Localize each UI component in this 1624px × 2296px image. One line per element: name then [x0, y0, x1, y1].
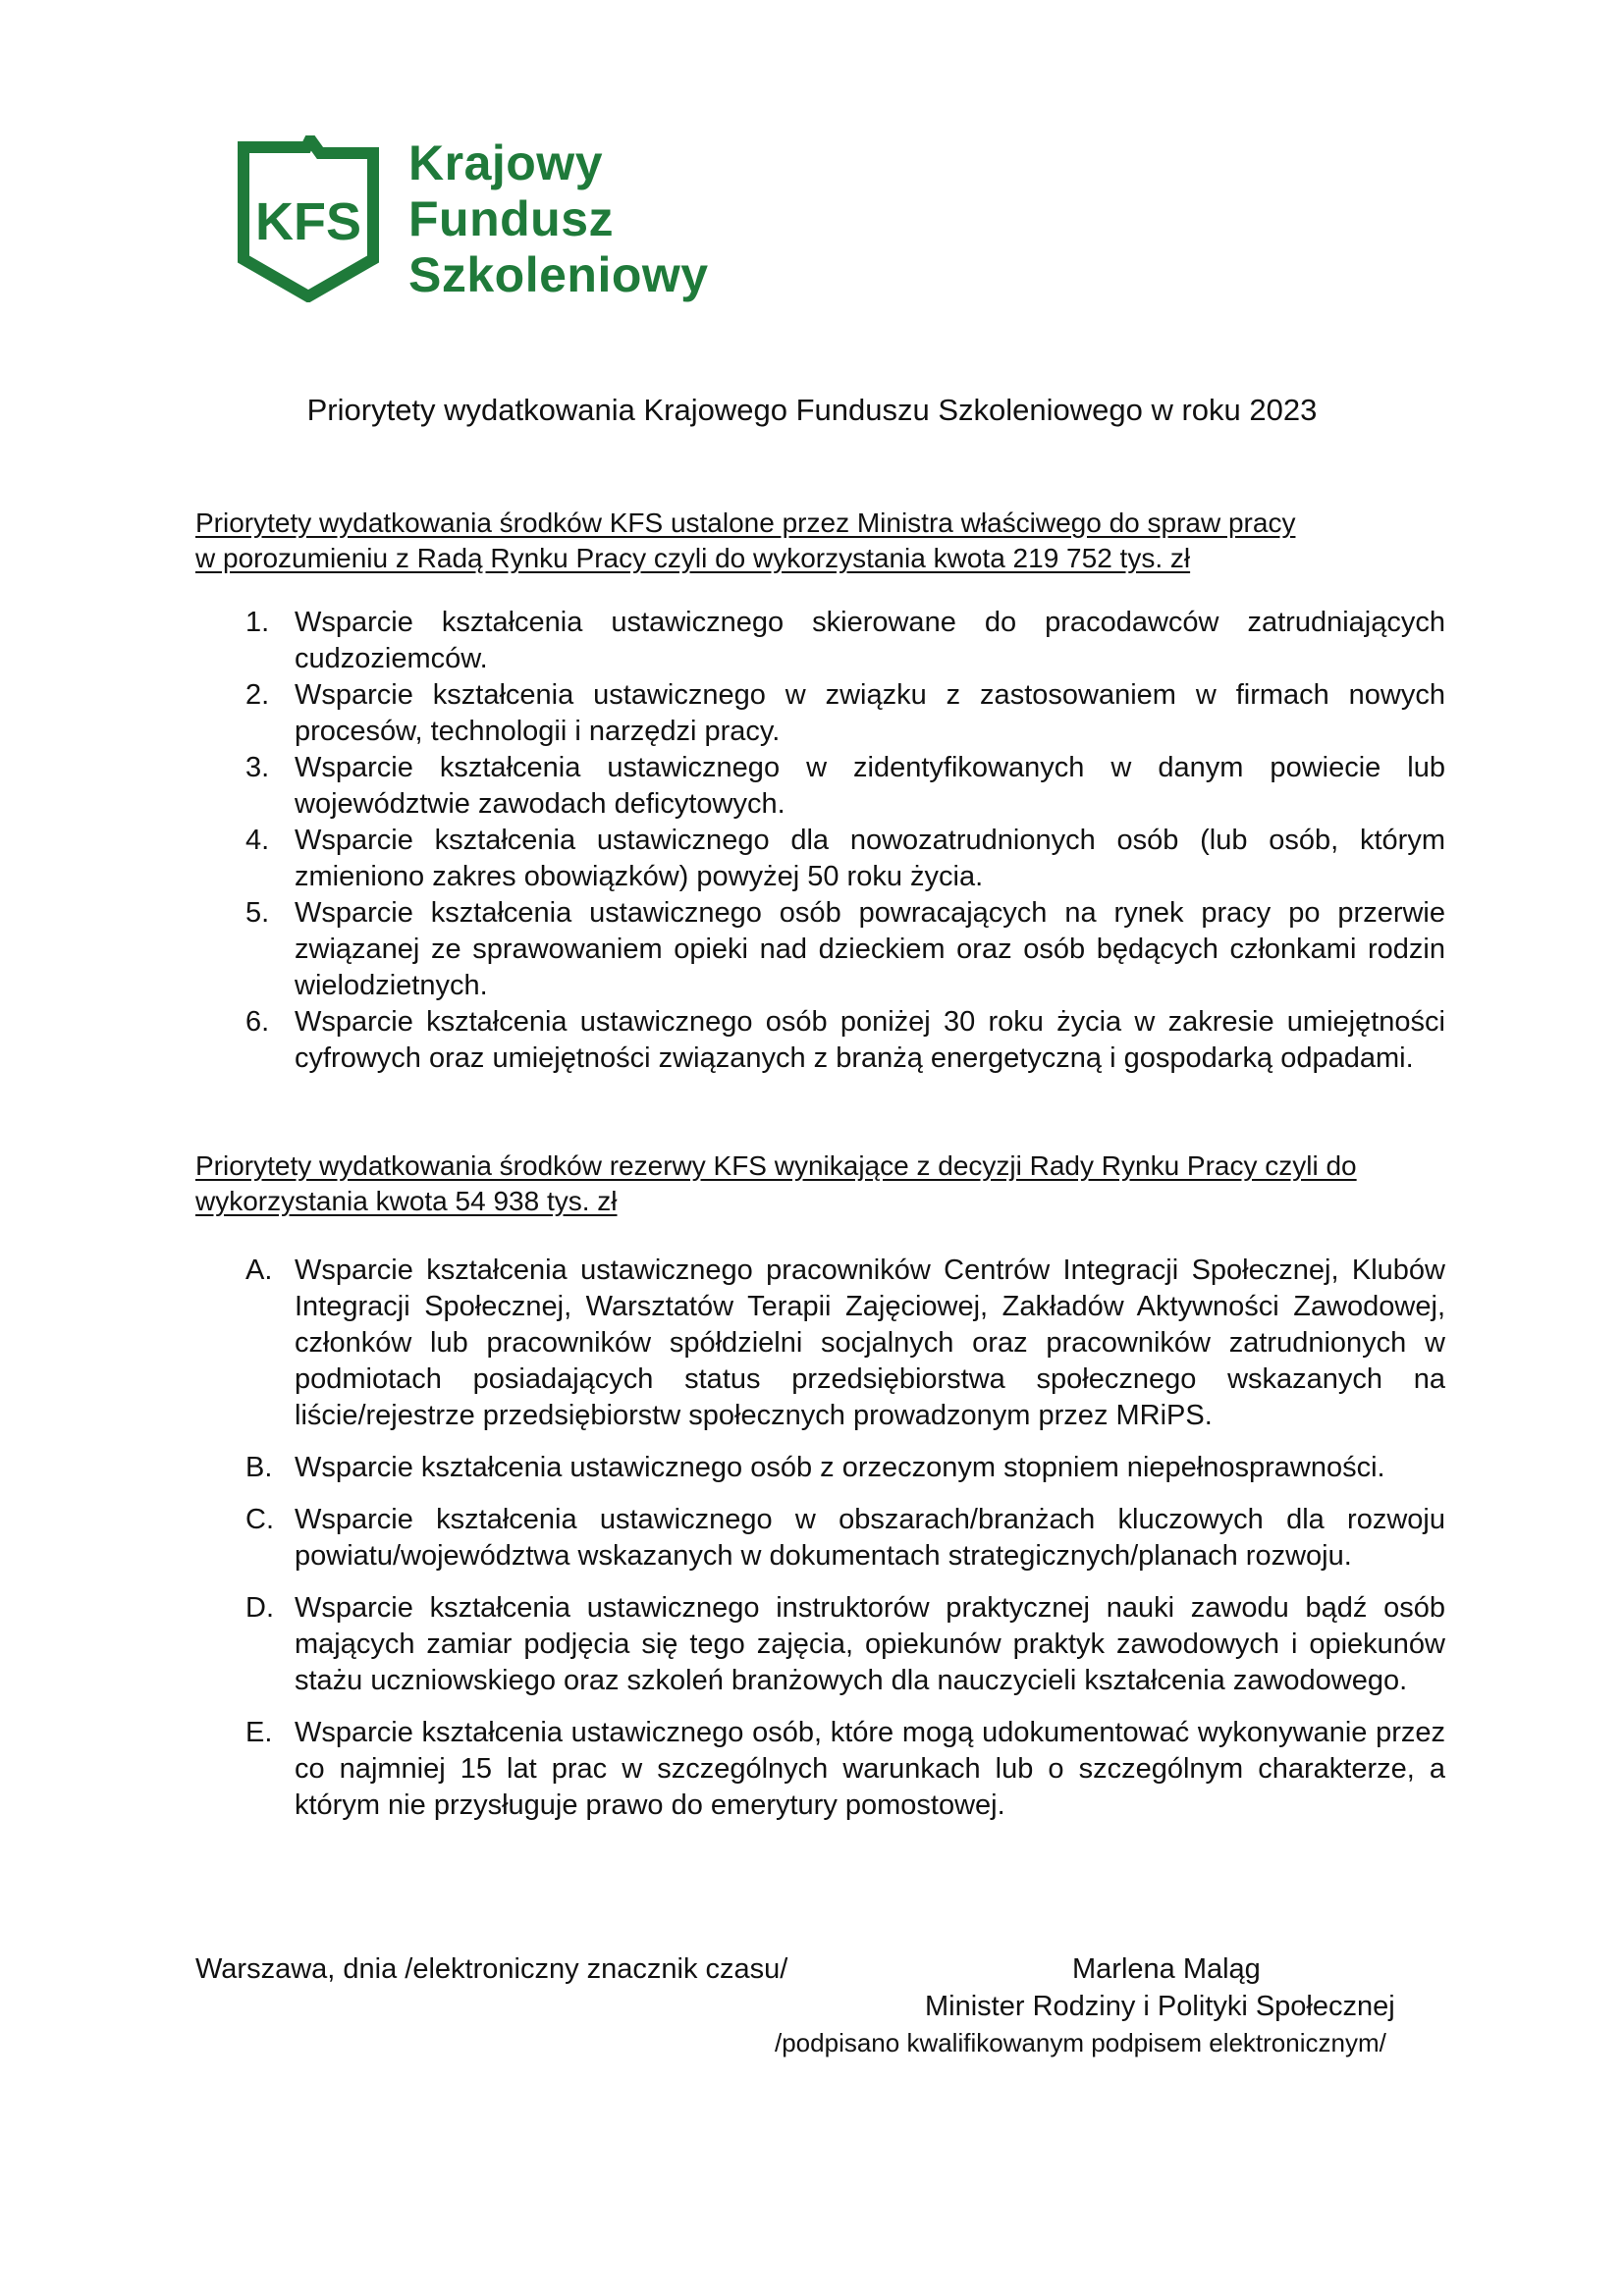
- list-item: [195, 1450, 1445, 1486]
- list-item-text: Wsparcie kształcenia ustawicznego osób poniżej 30 roku życia w zakresie umiejętności cyfrowych oraz umiejętności związanych z branżą energetyczną i gospodarką odpadami.: [295, 1006, 1445, 1074]
- list-item-text: Wsparcie kształcenia ustawicznego w związku z zastosowaniem w firmach nowych procesów, technologii i narzędzi pracy.: [295, 679, 1445, 747]
- section-2-heading-line-2: wykorzystania kwota 54 938 tys. zł: [195, 1186, 618, 1216]
- list-item: [195, 677, 1445, 750]
- place-and-date: Warszawa, dnia /elektroniczny znacznik czasu/: [195, 1953, 788, 1985]
- list-item: [195, 1590, 1445, 1699]
- logo-wordmark: [408, 135, 709, 303]
- section-1-heading-line-1: Priorytety wydatkowania środków KFS ustalone przez Ministra właściwego do spraw pracy: [195, 507, 1296, 538]
- list-marker: D.: [245, 1592, 274, 1624]
- list-marker: E.: [245, 1717, 273, 1748]
- kfs-logo: [230, 135, 711, 302]
- list-item-text: Wsparcie kształcenia ustawicznego dla nowozatrudnionych osób (lub osób, którym zmieniono zakres obowiązków) powyżej 50 roku życia.: [295, 825, 1445, 892]
- list-item-text: Wsparcie kształcenia ustawicznego skierowane do pracodawców zatrudniających cudzoziemców.: [295, 607, 1445, 674]
- list-marker: 1.: [245, 607, 270, 638]
- logo-badge-text: KFS: [255, 192, 361, 251]
- logo-line-1: Krajowy: [408, 135, 604, 190]
- list-marker: 3.: [245, 752, 270, 783]
- list-item-text: Wsparcie kształcenia ustawicznego osób powracających na rynek pracy po przerwie związanej ze sprawowaniem opieki nad dzieckiem oraz osób będących członkami rodzin wielodzietnych.: [295, 897, 1445, 1001]
- section-1-heading-line-2: w porozumieniu z Radą Rynku Pracy czyli do wykorzystania kwota 219 752 tys. zł: [195, 543, 1191, 573]
- list-item: [195, 605, 1445, 677]
- list-marker: 2.: [245, 679, 270, 711]
- signatory-role: Minister Rodziny i Polityki Społecznej: [925, 1991, 1395, 2022]
- electronic-signature-note: /podpisano kwalifikowanym podpisem elektronicznym/: [775, 2028, 1386, 2057]
- list-item: [195, 1715, 1445, 1824]
- list-item-text: Wsparcie kształcenia ustawicznego pracowników Centrów Integracji Społecznej, Klubów Integracji Społecznej, Warsztatów Terapii Zajęciowej, Zakładów Aktywności Zawodowej, członków lub pracowników spółdzielni socjalnych oraz pracowników zatrudnionych w podmiotach posiadających status przedsiębiorstwa społecznego wskazanych na liście/rejestrze przedsiębiorstw społecznych prowadzonym przez MRiPS.: [295, 1255, 1445, 1431]
- list-marker: B.: [245, 1452, 273, 1483]
- list-item-text: Wsparcie kształcenia ustawicznego osób z orzeczonym stopniem niepełnosprawności.: [295, 1452, 1385, 1483]
- list-item-text: Wsparcie kształcenia ustawicznego w zidentyfikowanych w danym powiecie lub województwie zawodach deficytowych.: [295, 752, 1445, 820]
- kfs-shield-icon: [230, 135, 387, 302]
- section-2-heading: [195, 1148, 1452, 1219]
- list-marker: 4.: [245, 825, 270, 856]
- list-item: [195, 895, 1445, 1004]
- list-item: [195, 1253, 1445, 1434]
- logo-line-3: Szkoleniowy: [408, 247, 709, 302]
- list-marker: 5.: [245, 897, 270, 929]
- list-marker: C.: [245, 1504, 274, 1535]
- document-title: Priorytety wydatkowania Krajowego Funduszu Szkoleniowego w roku 2023: [306, 393, 1318, 427]
- list-item: [195, 1502, 1445, 1575]
- signatory-name: Marlena Maląg: [1072, 1953, 1261, 1985]
- list-item-text: Wsparcie kształcenia ustawicznego w obszarach/branżach kluczowych dla rozwoju powiatu/województwa wskazanych w dokumentach strategicznych/planach rozwoju.: [295, 1504, 1445, 1572]
- list-item-text: Wsparcie kształcenia ustawicznego osób, które mogą udokumentować wykonywanie przez co najmniej 15 lat prac w szczególnych warunkach lub o szczególnym charakterze, a którym nie przysługuje prawo do emerytury pomostowej.: [295, 1717, 1445, 1821]
- logo-line-2: Fundusz: [408, 191, 615, 246]
- list-item: [195, 1004, 1445, 1077]
- list-item-text: Wsparcie kształcenia ustawicznego instruktorów praktycznej nauki zawodu bądź osób mających zamiar podjęcia się tego zajęcia, opiekunów praktyk zawodowych i opiekunów stażu uczniowskiego oraz szkoleń branżowych dla nauczycieli kształcenia zawodowego.: [295, 1592, 1445, 1696]
- list-item: [195, 823, 1445, 895]
- section-2-heading-line-1: Priorytety wydatkowania środków rezerwy KFS wynikające z decyzji Rady Rynku Pracy czyli do: [195, 1150, 1357, 1181]
- list-item: [195, 750, 1445, 823]
- section-1-priority-list: [195, 605, 1445, 1077]
- list-marker: 6.: [245, 1006, 270, 1038]
- section-2-priority-list: [195, 1253, 1445, 1840]
- section-1-heading: [195, 506, 1452, 576]
- list-marker: A.: [245, 1255, 273, 1286]
